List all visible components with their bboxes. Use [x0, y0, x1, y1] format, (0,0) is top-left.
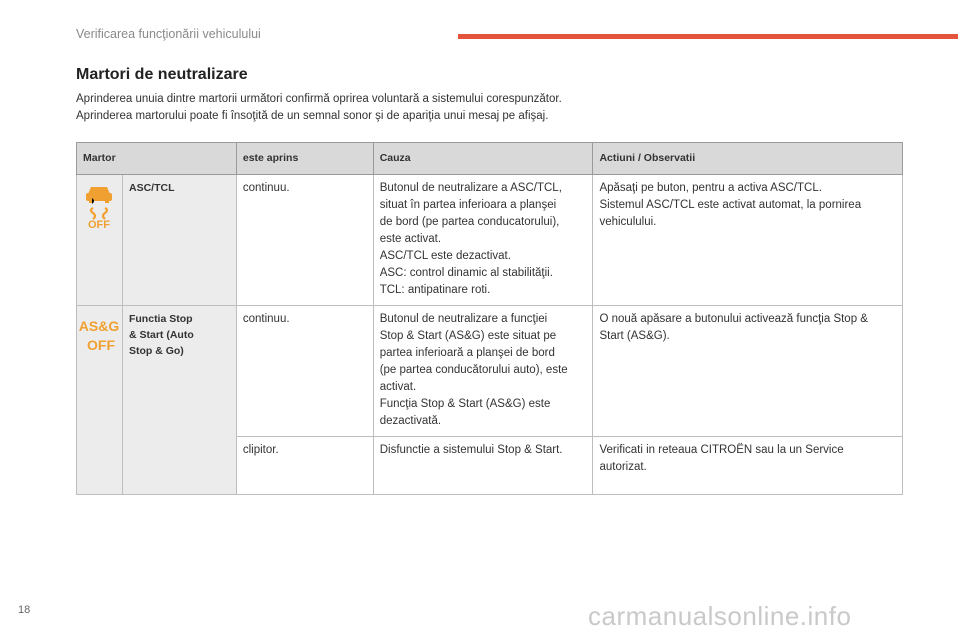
col-header-actions: Actiuni / Observatii — [593, 143, 903, 175]
name-line: Functia Stop — [128, 313, 193, 325]
cause-line: este activat. — [379, 233, 442, 245]
lamp-state: clipitor. — [236, 437, 373, 495]
intro-line: Aprinderea unuia dintre martorii următori confirmă oprirea voluntară a sistemului corespunzător. — [76, 93, 562, 105]
asg-label: AS&G — [79, 318, 120, 334]
lamp-cause — [373, 175, 593, 306]
table-header-row — [77, 143, 903, 175]
asc-off-label: OFF — [88, 219, 111, 229]
lamp-name — [122, 306, 236, 495]
cause-line: situat în partea inferioara a planşei — [379, 199, 557, 211]
lamp-actions — [593, 175, 903, 306]
action-line: O nouă apăsare a butonului activează funcţia Stop & — [599, 313, 868, 325]
cause-line: Butonul de neutralizare a funcţiei — [379, 313, 548, 325]
lamp-state: continuu. — [236, 306, 373, 437]
action-line: Start (AS&G). — [599, 330, 670, 342]
asc-tcl-off-icon — [81, 183, 117, 229]
col-header-state: este aprins — [236, 143, 373, 175]
table-row — [77, 306, 903, 437]
lamp-name: ASC/TCL — [122, 175, 236, 306]
lamp-actions — [593, 306, 903, 437]
lamp-cause — [373, 437, 593, 495]
col-header-lamp: Martor — [77, 143, 237, 175]
header-accent-rule — [458, 34, 958, 39]
stop-start-off-icon — [78, 316, 120, 354]
cause-line: Stop & Start (AS&G) este situat pe — [379, 330, 557, 342]
name-line: & Start (Auto — [128, 329, 194, 341]
lamp-state: continuu. — [236, 175, 373, 306]
action-line: Verificati in reteaua CITROËN sau la un Service — [599, 444, 844, 456]
cause-line: Butonul de neutralizare a ASC/TCL, — [379, 182, 562, 194]
watermark: carmanualsonline.info — [588, 601, 852, 631]
lamp-icon-cell — [77, 175, 123, 306]
table-row — [77, 175, 903, 306]
cause-line: Funcţia Stop & Start (AS&G) este — [379, 398, 551, 410]
cause-line: TCL: antipatinare roti. — [379, 284, 491, 296]
intro-line: Aprinderea martorului poate fi însoţită de un semnal sonor şi de apariţia unui mesaj pe afişaj. — [76, 110, 549, 122]
cause-line: partea inferioară a planşei de bord — [379, 347, 555, 359]
name-line: Stop & Go) — [128, 345, 184, 357]
section-title: Martori de neutralizare — [76, 66, 248, 83]
cause-line: Disfunctie a sistemului Stop & Start. — [379, 444, 563, 456]
page-number: 18 — [18, 604, 31, 616]
cause-line: de bord (pe partea conducatorului), — [379, 216, 560, 228]
lamp-actions — [593, 437, 903, 495]
lamp-icon-cell — [77, 306, 123, 495]
cause-line: ASC: control dinamic al stabilităţii. — [379, 267, 553, 279]
action-line: Sistemul ASC/TCL este activat automat, la pornirea — [599, 199, 862, 211]
action-line: vehiculului. — [599, 216, 657, 228]
lamp-cause — [373, 306, 593, 437]
cause-line: (pe partea conducătorului auto), este — [379, 364, 568, 376]
running-header: Verificarea funcţionării vehiculului — [76, 27, 261, 41]
cause-line: ASC/TCL este dezactivat. — [379, 250, 511, 262]
cause-line: dezactivată. — [379, 415, 442, 427]
action-line: autorizat. — [599, 461, 647, 473]
intro-text — [76, 91, 562, 125]
action-line: Apăsaţi pe buton, pentru a activa ASC/TCL. — [599, 182, 822, 194]
col-header-cause: Cauza — [373, 143, 593, 175]
asg-off-label: OFF — [87, 337, 116, 353]
cause-line: activat. — [379, 381, 417, 393]
warning-lamps-table — [76, 142, 903, 495]
